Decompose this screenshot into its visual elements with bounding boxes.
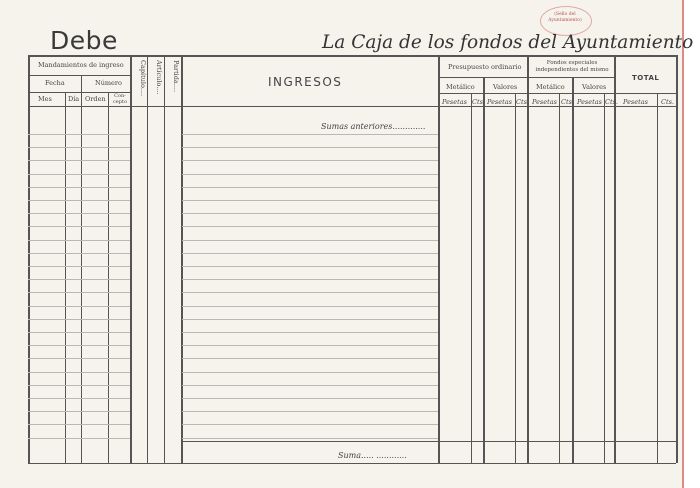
ruled-line-11 bbox=[182, 279, 438, 280]
ruled-left-line-11 bbox=[28, 279, 130, 280]
ruled-left-line-16 bbox=[28, 345, 130, 346]
ruled-left-line-6 bbox=[28, 213, 130, 214]
total-row-rule bbox=[614, 93, 676, 94]
ruled-left-line-17 bbox=[28, 358, 130, 359]
ruled-line-1 bbox=[182, 147, 438, 148]
header-pesetas-3: Pesetas bbox=[532, 98, 557, 106]
page-edge bbox=[682, 0, 700, 488]
ruled-line-10 bbox=[182, 266, 438, 267]
table-top-border bbox=[28, 55, 676, 57]
header-numero: Número bbox=[95, 79, 122, 87]
header-dia: Día bbox=[68, 95, 80, 103]
header-valores-1: Valores bbox=[493, 83, 518, 91]
ruled-line-21 bbox=[182, 411, 438, 412]
ruled-line-22 bbox=[182, 424, 438, 425]
fecha-numero-divider bbox=[81, 75, 82, 92]
suma-top-rule bbox=[182, 441, 676, 442]
ruled-line-16 bbox=[182, 345, 438, 346]
ruled-left-line-13 bbox=[28, 306, 130, 307]
ruled-left-line-2 bbox=[28, 160, 130, 161]
ruled-line-20 bbox=[182, 398, 438, 399]
header-cts-3: Cts. bbox=[561, 98, 574, 106]
ruled-line-14 bbox=[182, 319, 438, 320]
header-capitulo: Capítulo.... bbox=[139, 60, 147, 97]
ruled-left-line-22 bbox=[28, 424, 130, 425]
metalico-row-rule bbox=[438, 93, 614, 94]
ledger-title: La Caja de los fondos del Ayuntamiento bbox=[322, 32, 694, 53]
ruled-left-line-7 bbox=[28, 226, 130, 227]
header-presupuesto: Presupuesto ordinario bbox=[448, 63, 522, 71]
page-edge-rule bbox=[682, 0, 684, 488]
header-cts-2: Cts. bbox=[516, 98, 529, 106]
col-border-partida bbox=[181, 55, 183, 463]
ruled-line-12 bbox=[182, 292, 438, 293]
ruled-left-line-8 bbox=[28, 240, 130, 241]
header-orden: Orden bbox=[85, 95, 106, 103]
ruled-left-line-19 bbox=[28, 385, 130, 386]
col-border-cts-1 bbox=[471, 93, 472, 463]
header-pesetas-2: Pesetas bbox=[487, 98, 512, 106]
table-bottom-rule bbox=[28, 463, 676, 464]
header-pesetas-total: Pesetas bbox=[623, 98, 648, 106]
sumas-anteriores-label: Sumas anteriores............. bbox=[321, 122, 426, 131]
header-cts-1: Cts. bbox=[472, 98, 485, 106]
header-cts-total: Cts. bbox=[661, 98, 674, 106]
col-border-cts-2 bbox=[515, 93, 516, 463]
col-border-right bbox=[676, 55, 678, 463]
col-border-concepto bbox=[130, 55, 132, 463]
ruled-line-23 bbox=[182, 438, 438, 439]
ruled-line-19 bbox=[182, 385, 438, 386]
ruled-line-17 bbox=[182, 358, 438, 359]
ruled-left-line-23 bbox=[28, 438, 130, 439]
ruled-line-18 bbox=[182, 372, 438, 373]
header-valores-2: Valores bbox=[582, 83, 607, 91]
presupuesto-row-rule bbox=[438, 77, 614, 78]
ruled-line-5 bbox=[182, 200, 438, 201]
header-total: TOTAL bbox=[632, 74, 660, 82]
header-concepto: Con-cepto bbox=[113, 93, 127, 105]
ruled-left-line-12 bbox=[28, 292, 130, 293]
ruled-line-7 bbox=[182, 226, 438, 227]
ruled-line-8 bbox=[182, 240, 438, 241]
suma-label: Suma..... ............ bbox=[338, 451, 407, 460]
col-border-cts-3 bbox=[559, 93, 560, 463]
col-border-total bbox=[614, 55, 616, 463]
ruled-left-line-1 bbox=[28, 147, 130, 148]
ruled-left-line-10 bbox=[28, 266, 130, 267]
ruled-left-line-14 bbox=[28, 319, 130, 320]
ruled-left-line-15 bbox=[28, 332, 130, 333]
ruled-line-9 bbox=[182, 253, 438, 254]
ruled-left-line-5 bbox=[28, 200, 130, 201]
col-border-valores-1 bbox=[483, 77, 485, 463]
seal-stamp-text: (Sello del Ayuntamiento) bbox=[548, 12, 582, 23]
col-border-cts-total bbox=[657, 93, 658, 463]
ruled-left-line-4 bbox=[28, 187, 130, 188]
col-border-fondos bbox=[527, 55, 529, 463]
ruled-line-13 bbox=[182, 306, 438, 307]
header-pesetas-4: Pesetas bbox=[577, 98, 602, 106]
header-metalico-2: Metálico bbox=[536, 83, 565, 91]
ruled-line-0 bbox=[182, 134, 438, 135]
col-border-valores-2 bbox=[572, 77, 574, 463]
ruled-left-line-0 bbox=[28, 134, 130, 135]
header-fondos: Fondos especiales independientes del mismo bbox=[535, 60, 609, 73]
ruled-left-line-9 bbox=[28, 253, 130, 254]
ruled-line-2 bbox=[182, 160, 438, 161]
col-border-left bbox=[28, 55, 30, 463]
header-mandamientos: Mandamientos de ingreso bbox=[38, 61, 124, 69]
header-ingresos: INGRESOS bbox=[268, 75, 343, 89]
mandamientos-row-rule bbox=[28, 75, 130, 76]
ruled-line-15 bbox=[182, 332, 438, 333]
debe-title: Debe bbox=[50, 26, 118, 55]
header-bottom-rule bbox=[28, 106, 676, 107]
header-mes: Mes bbox=[38, 95, 52, 103]
header-pesetas-1: Pesetas bbox=[442, 98, 467, 106]
ruled-line-3 bbox=[182, 174, 438, 175]
ruled-line-6 bbox=[182, 213, 438, 214]
header-metalico-1: Metálico bbox=[446, 83, 475, 91]
header-fecha: Fecha bbox=[45, 79, 65, 87]
col-border-cts-4 bbox=[604, 93, 605, 463]
header-articulo: Artículo.... bbox=[155, 60, 163, 95]
header-partida: Partida.... bbox=[172, 60, 180, 93]
col-border-capitulo bbox=[147, 55, 148, 463]
header-cts-4: Cts. bbox=[605, 98, 618, 106]
ruled-left-line-18 bbox=[28, 372, 130, 373]
ruled-line-4 bbox=[182, 187, 438, 188]
ruled-left-line-20 bbox=[28, 398, 130, 399]
ruled-left-line-3 bbox=[28, 174, 130, 175]
ruled-left-line-21 bbox=[28, 411, 130, 412]
col-border-ingresos bbox=[438, 55, 440, 463]
col-border-articulo bbox=[164, 55, 165, 463]
